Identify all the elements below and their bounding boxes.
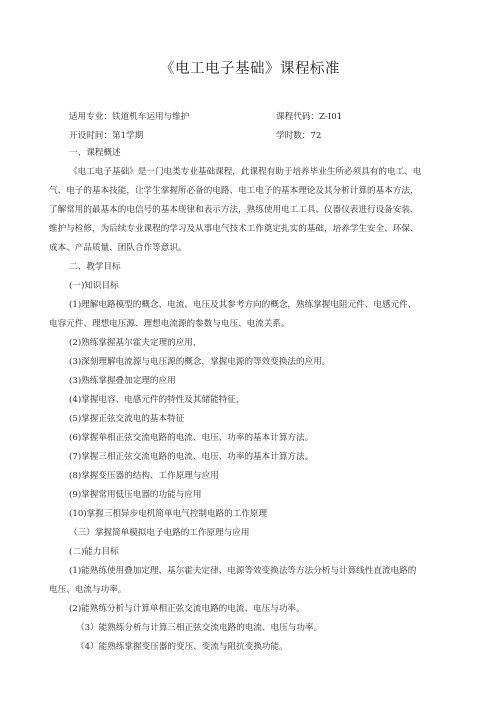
meta-term: 开设时间：第1学期 <box>69 131 144 141</box>
meta-major: 适用专业：铁道机车运用与维护 <box>69 112 190 122</box>
list-item: （3）能熟练分析与计算三相正弦交流电路的电流、电压与功率。 <box>76 623 323 633</box>
paragraph-line: 《电工电子基础》是一门电类专业基础课程，此课程有助于培养毕业生所必须具有的电工、电 <box>69 167 422 177</box>
paragraph-line: 成本、产品质量、团队合作等意识。 <box>49 243 187 253</box>
meta-hours: 学时数：72 <box>276 131 322 141</box>
list-item: (2)熟练掌握基尔霍夫定理的应用， <box>69 338 202 348</box>
list-item: (7)掌握三相正弦交流电路的电流、电压、功率的基本计算方法。 <box>69 452 314 462</box>
list-item: (6)掌握单相正弦交流电路的电流、电压、功率的基本计算方法。 <box>69 433 314 443</box>
list-item: (4)掌握电容、电感元件的特性及其储能特征， <box>69 395 245 405</box>
list-item: (2)能熟练分析与计算单相正弦交流电路的电流、电压与功率。 <box>69 604 305 614</box>
section-heading-overview: 一、课程概述 <box>69 148 121 158</box>
list-item: (8)掌握变压器的结构、工作原理与应用 <box>69 471 219 481</box>
list-item: (3)熟练掌握叠加定理的应用 <box>69 376 176 386</box>
paragraph-line: 了解常用的最基本的电信号的基本规律和表示方法，熟练使用电工工具、仪器仪表进行设备安装、 <box>49 205 419 215</box>
list-item: (1)理解电路模型的概念、电流、电压及其参考方向的概念，熟练掌握电阻元件、电感元件、 <box>69 300 417 310</box>
paragraph-line: 气、电子的基本技能，让学生掌握所必备的电路、电工电子的基本理论及其分析计算的基本方法， <box>49 186 419 196</box>
document-title: 《电工电子基础》课程标准 <box>160 61 340 77</box>
subsection-heading-ability: (二)能力目标 <box>69 547 119 557</box>
list-item: (5)掌握正弦交流电的基本特征 <box>69 414 185 424</box>
list-item-continuation: 电容元件、理想电压源、理想电流源的参数与电压、电流关系。 <box>49 319 290 329</box>
subsection-heading-knowledge: (一)知识目标 <box>69 281 119 291</box>
list-item-continuation: 电压、电流与功率。 <box>49 585 127 595</box>
list-item: (9)掌握常用低压电器的功能与应用 <box>69 490 202 500</box>
list-item: (3)深刻理解电流源与电压源的概念，掌握电源的等效变换法的应用。 <box>69 357 331 367</box>
list-item: (1)能熟练使用叠加定理、基尔霍夫定律、电源等效变换法等方法分析与计算线性直流电路的 <box>69 566 417 576</box>
section-heading-objectives: 二、教学目标 <box>69 262 121 272</box>
list-item: （4）能熟练掌握变压器的变压、变流与阻抗变换功能。 <box>76 642 288 652</box>
list-item: （三）掌握简单模拟电子电路的工作原理与应用 <box>69 528 250 538</box>
paragraph-line: 维护与检修，为后续专业课程的学习及从事电气技术工作奠定扎实的基础，培养学生安全、环保、 <box>49 224 419 234</box>
list-item: (10)掌握三相异步电机简单电气控制电路的工作原理 <box>69 509 268 519</box>
meta-course-code: 课程代码：Z-I01 <box>276 112 343 122</box>
